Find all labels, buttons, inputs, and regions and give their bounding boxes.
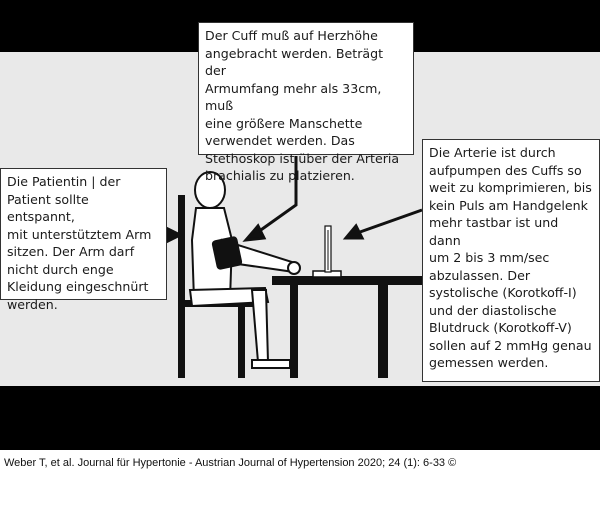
table [272, 276, 422, 378]
callout-patient-posture: Die Patientin | der Patient sollte entspannt, mit unterstütztem Arm sitzen. Der Arm darf nicht durch enge Kleidung eingeschnürt werden. [0, 168, 167, 300]
citation: Weber T, et al. Journal für Hypertonie - Austrian Journal of Hypertension 2020; 24 (1): 6-33 © [4, 457, 457, 469]
manometer-icon [313, 226, 341, 277]
callout-artery-compression: Die Arterie ist durch aufpumpen des Cuffs so weit zu komprimieren, bis kein Puls am Handgelenk mehr tastbar ist und dann um 2 bis 3 mm/sec abzulassen. Der systolische (Korotkoff-I) und der diastolische Blutdruck (Korotkoff-V) sollen auf 2 mmHg genau gemessen werden. [422, 139, 600, 382]
callout-cuff-placement: Der Cuff muß auf Herzhöhe angebracht werden. Beträgt der Armumfang mehr als 33cm, muß eine größere Manschette verwendet werden. Das Stethoskop ist über der Arteria brachialis zu platzieren. [198, 22, 414, 155]
